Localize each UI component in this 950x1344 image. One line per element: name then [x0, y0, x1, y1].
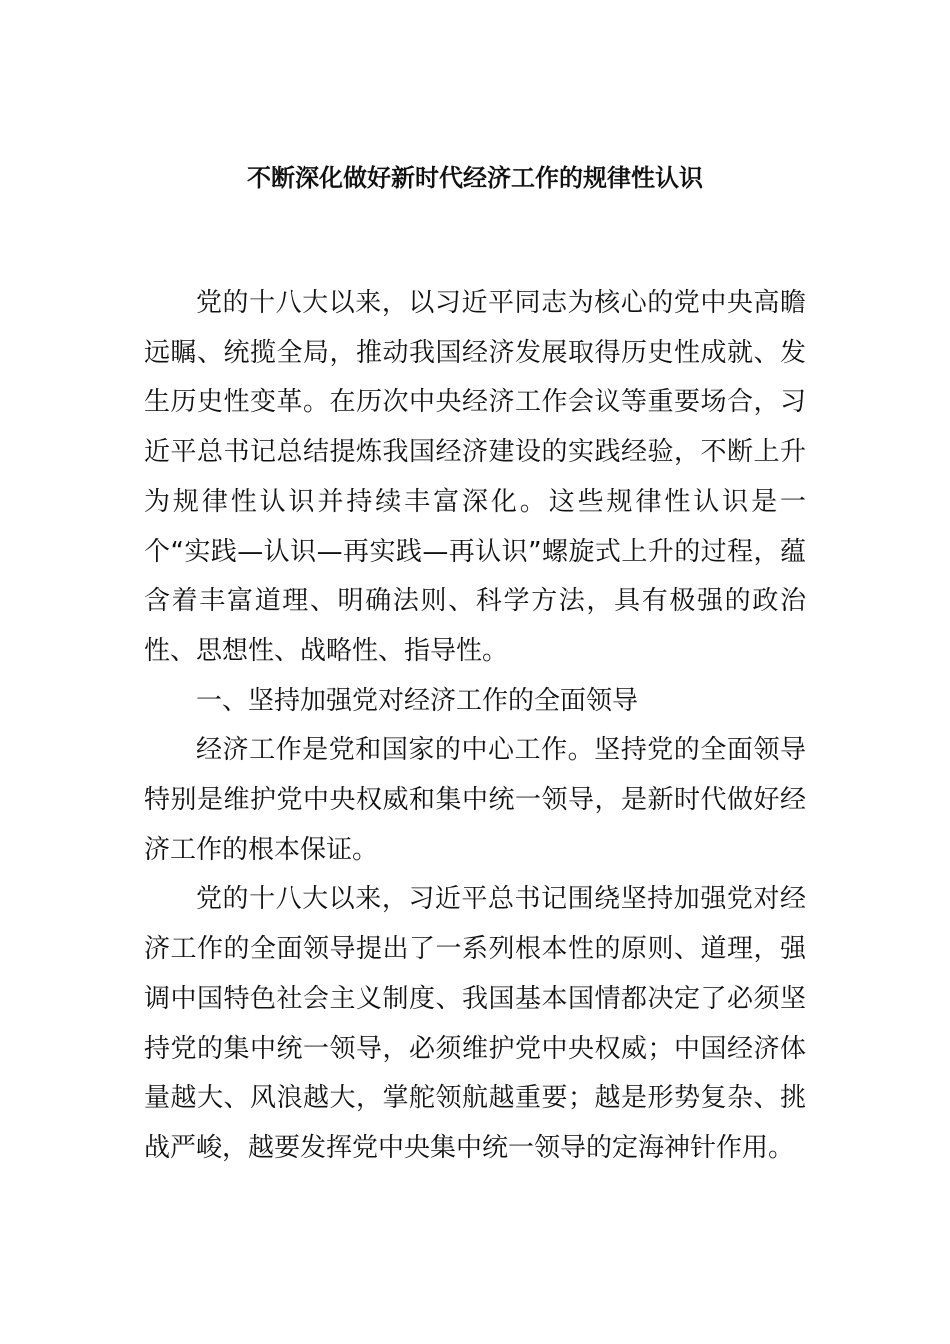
paragraph-section-1-a: 经济工作是党和国家的中心工作。坚持党的全面领导特别是维护党中央权威和集中统一领导，是新时代做好经济工作的根本保证。 — [144, 735, 806, 865]
document-title: 不断深化做好新时代经济工作的规律性认识 — [247, 164, 703, 192]
section-heading-1: 一、坚持加强党对经济工作的全面领导 — [196, 685, 639, 716]
paragraph-section-1-b: 党的十八大以来，习近平总书记围绕坚持加强党对经济工作的全面领导提出了一系列根本性的原则、道理，强调中国特色社会主义制度、我国基本国情都决定了必须坚持党的集中统一领导，必须维护党中央权威；中国经济体量越大、风浪越大，掌舵领航越重要；越是形势复杂、挑战严峻，越要发挥党中央集中统一领导的定海神针作用。 — [144, 884, 806, 1163]
document-body — [144, 279, 806, 1174]
paragraph-intro: 党的十八大以来，以习近平同志为核心的党中央高瞻远瞩、统揽全局，推动我国经济发展取得历史性成就、发生历史性变革。在历次中央经济工作会议等重要场合，习近平总书记总结提炼我国经济建设的实践经验，不断上升为规律性认识并持续丰富深化。这些规律性认识是一个“实践—认识—再实践—再认识”螺旋式上升的过程，蕴含着丰富道理、明确法则、科学方法，具有极强的政治性、思想性、战略性、指导性。 — [144, 288, 806, 666]
